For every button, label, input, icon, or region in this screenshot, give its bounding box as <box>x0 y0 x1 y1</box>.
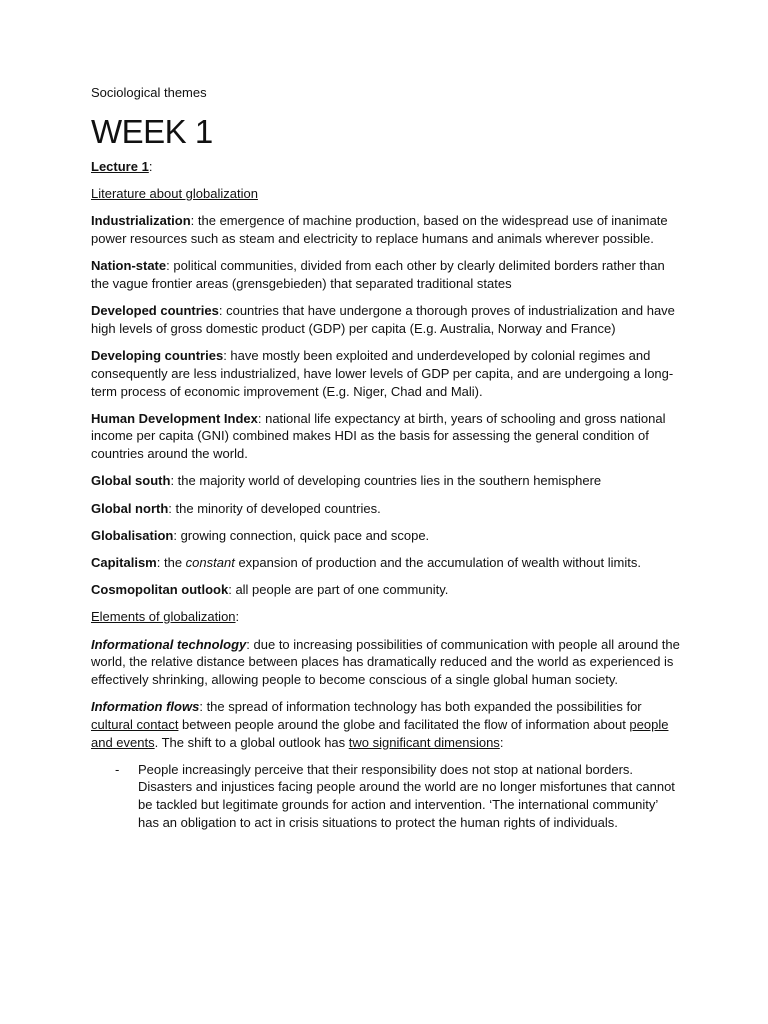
definition-text: : growing connection, quick pace and scope. <box>173 527 430 543</box>
definition-text: : the minority of developed countries. <box>168 500 381 516</box>
definition-text: : have mostly been exploited and underdeveloped by colonial regimes and consequently are less industrialized, have lower levels of GDP per capita, and are undergoing a long-term process of economic improvement (E.g. Niger, Chad and Mali). <box>91 348 674 399</box>
lecture-heading <box>91 158 681 176</box>
definition-cosmopolitan <box>91 581 681 599</box>
definition-text: : <box>499 734 504 750</box>
elements-heading-suffix: : <box>235 609 240 625</box>
dimensions-list <box>91 761 681 832</box>
definition-term: Global north <box>91 500 169 516</box>
week-heading: WEEK 1 <box>91 113 213 150</box>
definition-term: Nation-state <box>91 258 167 274</box>
lecture-label: Lecture 1 <box>91 159 149 174</box>
definition-text: : the spread of information technology has both expanded the possibilities for <box>199 699 642 715</box>
document-subtitle: Sociological themes <box>91 85 207 100</box>
underlined-phrase: cultural contact <box>91 716 179 732</box>
definition-term: Informational technology <box>91 636 247 652</box>
definition-text: : due to increasing possibilities of communication with people all around the world, the relative distance between places has dramatically reduced and the world as experienced is effectively shrinking, allowing people to become conscious of a single global human society. <box>91 636 680 687</box>
list-item <box>115 761 681 832</box>
definition-text: : national life expectancy at birth, years of schooling and gross national income per capita (GNI) combined makes HDI as the basis for assessing the general condition of countries around the world. <box>91 410 666 462</box>
definition-text: : countries that have undergone a thorough proves of industrialization and have high levels of gross domestic product (GDP) per capita (E.g. Australia, Norway and France) <box>91 303 675 336</box>
literature-heading <box>91 185 681 203</box>
definition-emphasis: constant <box>185 554 235 570</box>
underlined-phrase: two significant dimensions <box>348 734 500 750</box>
definition-globalisation <box>91 527 681 545</box>
definition-information-flows <box>91 698 681 751</box>
definition-text: : the emergence of machine production, based on the widespread use of inanimate power resources such as steam and electricity to replace humans and animals wherever possible. <box>91 213 668 247</box>
definition-text: : all people are part of one community. <box>228 582 449 598</box>
definition-text: : the majority world of developing countries lies in the southern hemisphere <box>170 473 602 489</box>
definition-global-south <box>91 472 681 490</box>
definition-text: . The shift to a global outlook has <box>154 734 349 750</box>
definition-term: Global south <box>91 473 171 489</box>
definition-text: between people around the globe and facilitated the flow of information about <box>178 716 630 732</box>
definition-term: Industrialization <box>91 213 191 229</box>
underlined-phrase: people and events <box>91 716 669 750</box>
definition-hdi <box>91 410 681 463</box>
definition-global-north <box>91 500 681 518</box>
definition-industrialization <box>91 212 681 247</box>
definition-term: Human Development Index <box>91 410 258 426</box>
definition-term: Cosmopolitan outlook <box>91 582 229 598</box>
literature-heading-text: Literature about globalization <box>91 186 258 202</box>
definition-term: Information flows <box>91 699 200 715</box>
elements-heading <box>91 608 681 626</box>
definition-nation-state <box>91 257 681 292</box>
elements-heading-text: Elements of globalization <box>91 609 236 625</box>
definition-term: Capitalism <box>91 554 157 570</box>
definition-term: Globalisation <box>91 527 174 543</box>
definition-text: expansion of production and the accumulation of wealth without limits. <box>234 554 641 570</box>
list-item-text: People increasingly perceive that their responsibility does not stop at national borders. Disasters and injustices facing people around the world are no longer misfortunes that cannot be tackled but legitimate grounds for action and intervention. ‘The international community’ has an obligation to act in crisis situations to protect the human rights of individuals. <box>138 761 675 830</box>
definition-informational-technology <box>91 636 681 689</box>
document-page <box>91 84 681 832</box>
definition-term: Developing countries <box>91 348 224 364</box>
definition-text: : political communities, divided from each other by clearly delimited borders rather than the vague frontier areas (grensgebieden) that separated traditional states <box>91 258 665 292</box>
definition-developed-countries <box>91 302 681 337</box>
definition-term: Developed countries <box>91 303 219 319</box>
definition-text: : the <box>156 554 186 570</box>
definition-capitalism <box>91 554 681 572</box>
dash-bullet: - <box>115 761 120 777</box>
definition-developing-countries <box>91 347 681 400</box>
lecture-suffix: : <box>148 159 153 174</box>
